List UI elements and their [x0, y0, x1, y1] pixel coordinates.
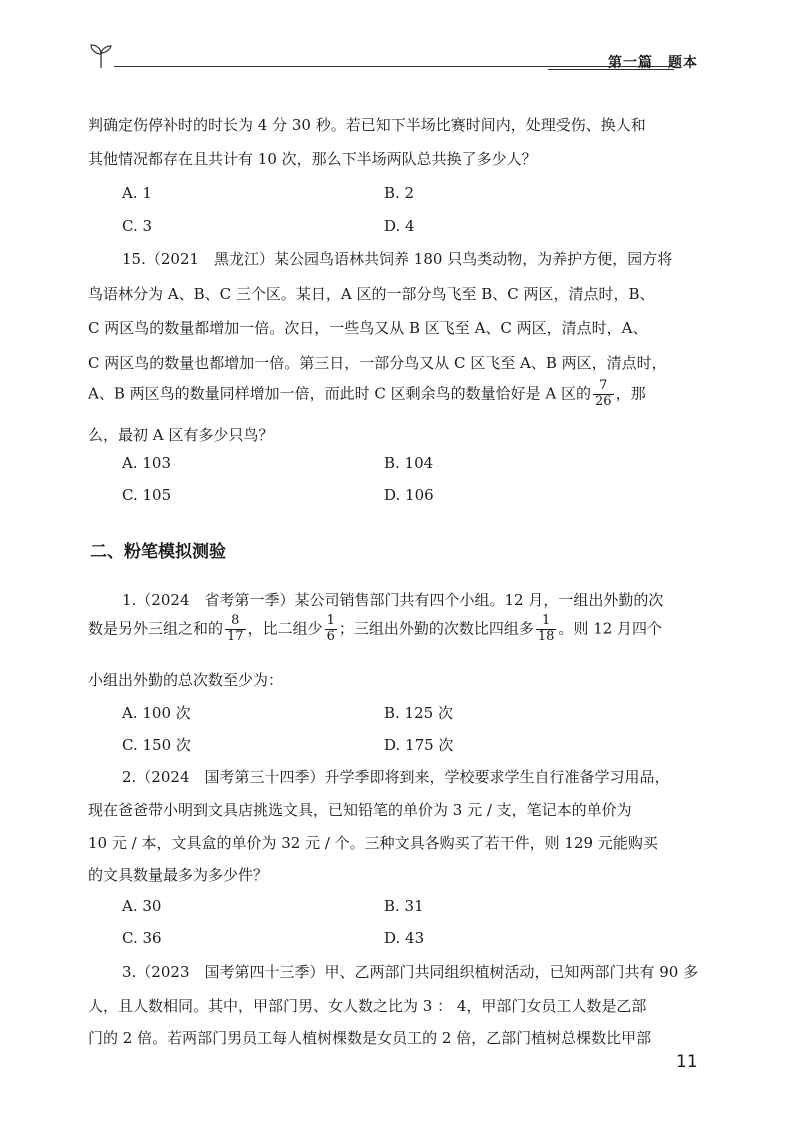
- q14-option-c: C. 3: [122, 217, 153, 235]
- q14-option-b: B. 2: [384, 184, 415, 202]
- q14-line-2: 其他情况都存在且共计有 10 次，那么下半场两队总共换了多少人？: [88, 150, 537, 168]
- q15-option-b: B. 104: [384, 454, 434, 472]
- fraction: [593, 379, 614, 410]
- s1-line-2: [88, 614, 662, 645]
- q15-line-5-text: A、B 两区鸟的数量同样增加一倍，而此时 C 区剩余鸟的数量恰好是 A 区的: [88, 384, 592, 403]
- fraction-denominator: 6: [326, 628, 335, 644]
- fraction-numerator: 7: [593, 379, 614, 395]
- s3-line-2: 人，且人数相同。其中，甲部门男、女人数之比为 3 ： 4，甲部门女员工人数是乙部: [88, 997, 647, 1015]
- q14-option-d: D. 4: [384, 217, 415, 235]
- fraction: [536, 614, 557, 645]
- s1-line-3: 小组出外勤的总次数至少为：: [88, 671, 284, 689]
- s2-line-2: 现在爸爸带小明到文具店挑选文具，已知铅笔的单价为 3 元 / 支，笔记本的单价为: [88, 801, 632, 819]
- header-title: 第一篇 题本: [608, 55, 698, 71]
- q15-option-d: D. 106: [384, 486, 434, 504]
- q15-line-3: C 两区鸟的数量都增加一倍。次日，一些鸟又从 B 区飞至 A、C 两区，清点时，A、: [88, 319, 648, 337]
- fraction: [325, 614, 337, 645]
- s1-option-b: B. 125 次: [384, 704, 453, 722]
- s2-line-1: 2.（2024 国考第三十四季）升学季即将到来，学校要求学生自行准备学习用品，: [122, 768, 670, 786]
- fraction-denominator: 17: [227, 628, 244, 644]
- q15-line-4: C 两区鸟的数量也都增加一倍。第三日，一部分鸟又从 C 区飞至 A、B 两区，清点时，: [88, 354, 667, 372]
- s1-option-d: D. 175 次: [384, 736, 454, 754]
- q14-line-1: 判确定伤停补时的时长为 4 分 30 秒。若已知下半场比赛时间内，处理受伤、换人和: [88, 116, 646, 134]
- fraction-numerator: 1: [536, 614, 557, 630]
- s2-line-3: 10 元 / 本，文具盒的单价为 32 元 / 个。三种文具各购买了若干件，则 129 元能购买: [88, 834, 658, 852]
- q15-option-c: C. 105: [122, 486, 172, 504]
- s2-option-d: D. 43: [384, 929, 425, 947]
- section-title: 二、粉笔模拟测验: [90, 542, 226, 562]
- fraction-denominator: 26: [595, 393, 612, 409]
- page-header: [88, 38, 698, 78]
- s1-option-c: C. 150 次: [122, 736, 191, 754]
- header-rule: [114, 66, 674, 67]
- s2-option-a: A. 30: [122, 897, 162, 915]
- q15-line-5: [88, 379, 646, 410]
- q15-option-a: A. 103: [122, 454, 171, 472]
- page-number: 11: [676, 1052, 698, 1072]
- q15-line-1: 15.（2021 黑龙江）某公园鸟语林共饲养 180 只鸟类动物，为养护方便，园方将: [122, 250, 673, 268]
- sprout-icon: [88, 40, 114, 70]
- s1-line-2-text-d: 。则 12 月四个: [558, 619, 663, 638]
- s2-option-c: C. 36: [122, 929, 162, 947]
- s2-line-4: 的文具数量最多为多少件？: [88, 866, 269, 884]
- q15-line-5-tail: ，那: [615, 384, 646, 403]
- q15-line-6: 么，最初 A 区有多少只鸟？: [88, 426, 274, 444]
- s1-line-2-text-b: ，比二组少: [247, 619, 323, 638]
- s2-option-b: B. 31: [384, 897, 424, 915]
- s3-line-1: 3.（2023 国考第四十三季）甲、乙两部门共同组织植树活动，已知两部门共有 90 多: [122, 963, 699, 981]
- s3-line-3: 门的 2 倍。若两部门男员工每人植树棵数是女员工的 2 倍，乙部门植树总棵数比甲部: [88, 1029, 652, 1047]
- q14-option-a: A. 1: [122, 184, 152, 202]
- s1-option-a: A. 100 次: [122, 704, 191, 722]
- s1-line-2-text-a: 数是另外三组之和的: [88, 619, 224, 638]
- s1-line-2-text-c: ；三组出外勤的次数比四组多: [338, 619, 534, 638]
- fraction-numerator: 1: [326, 613, 335, 628]
- fraction-denominator: 18: [537, 628, 555, 644]
- s1-line-1: 1.（2024 省考第一季）某公司销售部门共有四个小组。12 月，一组出外勤的次: [122, 591, 664, 609]
- fraction-numerator: 8: [225, 614, 246, 630]
- q15-line-2: 鸟语林分为 A、B、C 三个区。某日，A 区的一部分鸟飞至 B、C 两区，清点时，B、: [88, 285, 655, 303]
- fraction: [225, 614, 246, 645]
